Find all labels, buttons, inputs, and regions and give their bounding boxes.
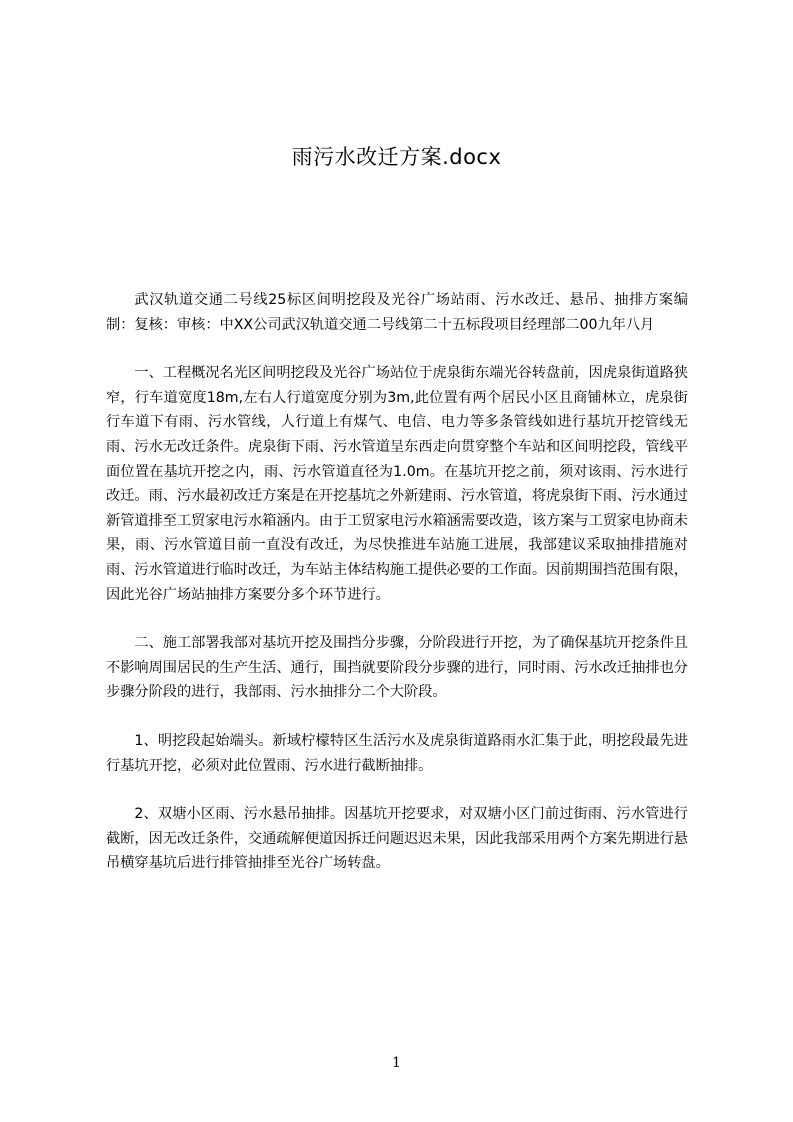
paragraph-project-overview: 一、工程概况名光区间明挖段及光谷广场站位于虎泉街东端光谷转盘前，因虎泉街道路狭窄，行车道宽度18m,左右人行道宽度分别为3m,此位置有两个居民小区且商铺林立，虎泉街行车道下有雨、污水管线，人行道上有煤气、电信、电力等多条管线如进行基坑开挖管线无雨、污水无改迁条件。虎泉街下雨、污水管道呈东西走向贯穿整个车站和区间明挖段，管线平面位置在基坑开挖之内，雨、污水管道直径为1.0m。在基坑开挖之前，须对该雨、污水进行改迁。雨、污水最初改迁方案是在开挖基坑之外新建雨、污水管道，将虎泉街下雨、污水通过新管道排至工贸家电污水箱涵内。由于工贸家电污水箱涵需要改造，该方案与工贸家电协商未果，雨、污水管道目前一直没有改迁，为尽快推进车站施工进展，我部建议采取抽排措施对雨、污水管道进行临时改迁，为车站主体结构施工提供必要的工作面。因前期围挡范围有限，因此光谷广场站抽排方案要分多个环节进行。 bbox=[106, 365, 688, 603]
paragraph-stage-one: 1、明挖段起始端头。新域柠檬特区生活污水及虎泉街道路雨水汇集于此，明挖段最先进行基坑开挖，必须对此位置雨、污水进行截断抽排。 bbox=[106, 732, 688, 774]
paragraph-header-info: 武汉轨道交通二号线25标区间明挖段及光谷广场站雨、污水改迁、悬吊、抽排方案编制：复核：审核：中XX公司武汉轨道交通二号线第二十五标段项目经理部二00九年八月 bbox=[106, 292, 688, 333]
document-title: 雨污水改迁方案.docx bbox=[291, 145, 502, 169]
document-body bbox=[106, 288, 688, 900]
page-number: 1 bbox=[392, 1055, 401, 1071]
paragraph-construction-deployment: 二、施工部署我部对基坑开挖及围挡分步骤，分阶段进行开挖，为了确保基坑开挖条件且不影响周围居民的生产生活、通行，围挡就要阶段分步骤的进行，同时雨、污水改迁抽排也分步骤分阶段的进行，我部雨、污水抽排分二个大阶段。 bbox=[106, 635, 688, 701]
paragraph-stage-two: 2、双塘小区雨、污水悬吊抽排。因基坑开挖要求，对双塘小区门前过街雨、污水管进行截断，因无改迁条件，交通疏解便道因拆迁问题迟迟未果，因此我部采用两个方案先期进行悬吊横穿基坑后进行排管抽排至光谷广场转盘。 bbox=[106, 806, 688, 872]
